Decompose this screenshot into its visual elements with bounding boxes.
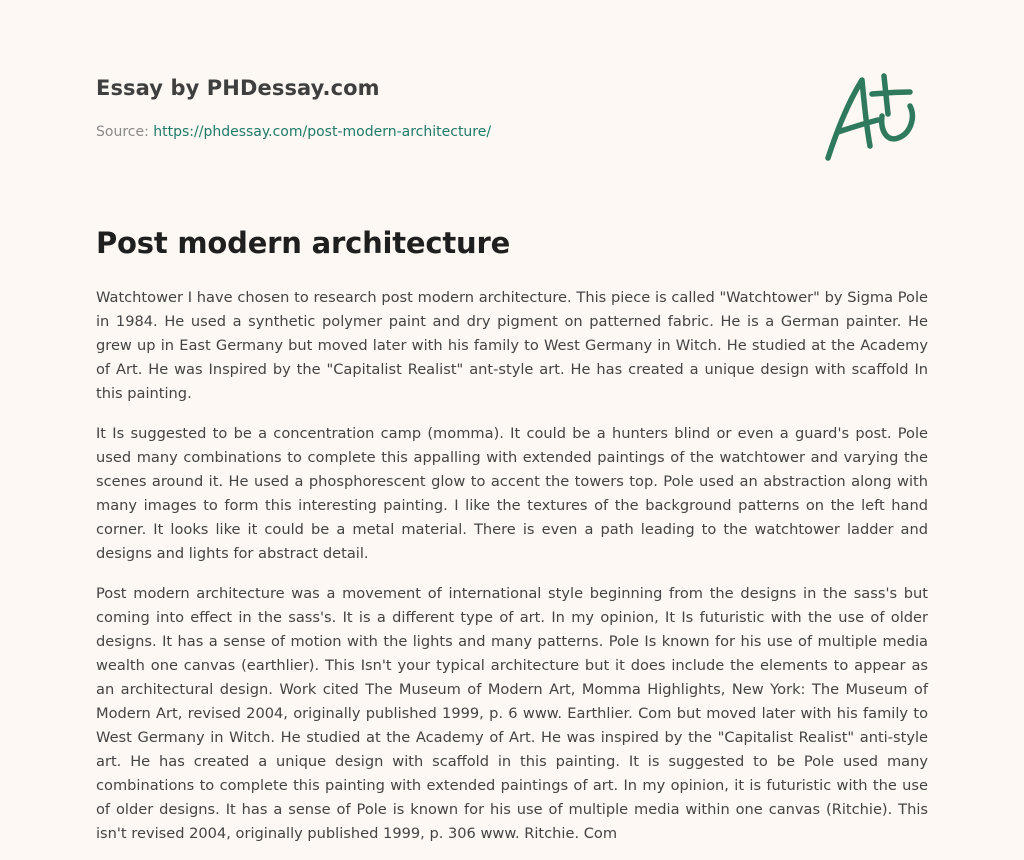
a-plus-grade-icon (818, 66, 930, 166)
source-link[interactable]: https://phdessay.com/post-modern-architecture/ (153, 124, 492, 140)
paragraph: Post modern architecture was a movement of international style beginning from the designs in the sass's but coming into effect in the sass's. It is a different type of art. In my opinion, It Is futuristic with the use of older designs. It has a sense of motion with the lights and many patterns. Pole Is known for his use of multiple media wealth one canvas (earthlier). This Isn't your typical architecture but it does include the elements to appear as an architectural design. Work cited The Museum of Modern Art, Momma Highlights, New York: The Museum of Modern Art, revised 2004, originally published 1999, p. 6 www. Earthlier. Com but moved later with his family to West Germany in Witch. He studied at the Academy of Art. He was inspired by the "Capitalist Realist" anti-style art. He has created a unique design with scaffold in this painting. It is suggested to be Pole used many combinations to complete this painting with extended paintings of art. In my opinion, it is futuristic with the use of older designs. It has a sense of Pole is known for his use of multiple media within one canvas (Ritchie). This isn't revised 2004, originally published 1999, p. 306 www. Ritchie. Com (96, 585, 928, 842)
paragraph: Watchtower I have chosen to research post modern architecture. This piece is called "Watchtower" by Sigma Pole in 1984. He used a synthetic polymer paint and dry pigment on patterned fabric. He is a German painter. He grew up in East Germany but moved later with his family to West Germany in Witch. He studied at the Academy of Art. He was Inspired by the "Capitalist Realist" ant-style art. He has created a unique design with scaffold In this painting. (96, 289, 928, 402)
source-line (96, 124, 491, 140)
site-title: Essay by PHDessay.com (96, 76, 380, 100)
article-title: Post modern architecture (96, 226, 511, 260)
article-body (96, 286, 928, 860)
paragraph: It Is suggested to be a concentration camp (momma). It could be a hunters blind or even a guard's post. Pole used many combinations to complete this appalling with extended paintings of the watchtower and varying the scenes around it. He used a phosphorescent glow to accent the towers top. Pole used an abstraction along with many images to form this interesting painting. I like the textures of the background patterns on the left hand corner. It looks like it could be a metal material. There is even a path leading to the watchtower ladder and designs and lights for abstract detail. (96, 425, 928, 562)
source-label: Source: (96, 124, 149, 140)
